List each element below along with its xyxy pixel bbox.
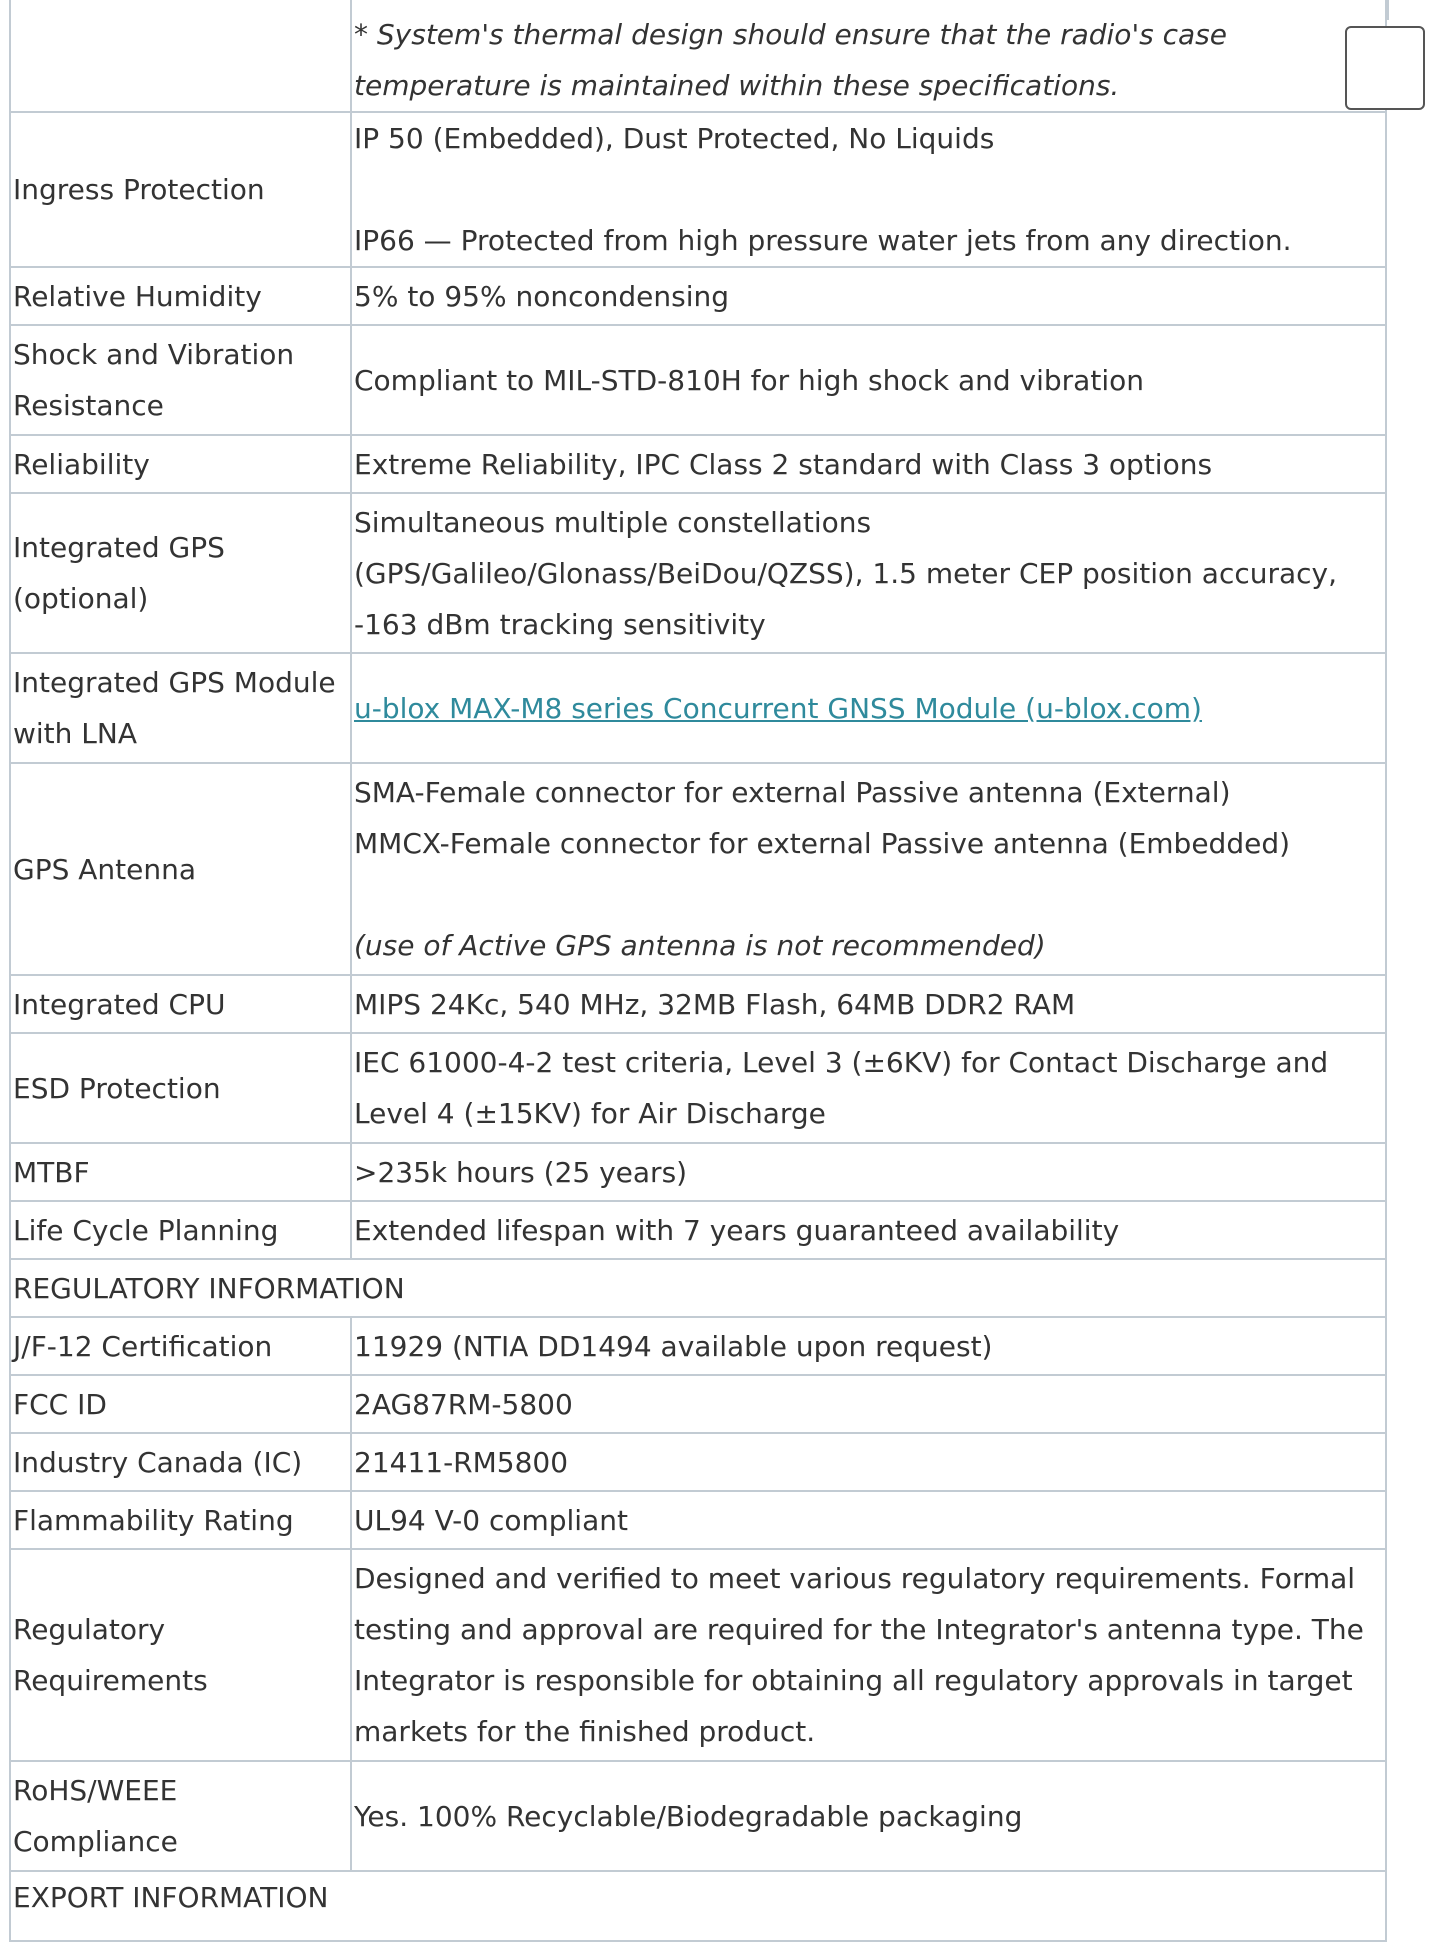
fcc-label: FCC ID — [10, 1375, 351, 1433]
flammability-label: Flammability Rating — [10, 1491, 351, 1549]
cpu-value: MIPS 24Kc, 540 MHz, 32MB Flash, 64MB DDR2 RAM — [351, 975, 1386, 1033]
lifecycle-value: Extended lifespan with 7 years guaranteed availability — [351, 1201, 1386, 1259]
thermal-note-cell — [351, 0, 1386, 112]
rohs-value: Yes. 100% Recyclable/Biodegradable packaging — [351, 1761, 1386, 1871]
humidity-label: Relative Humidity — [10, 267, 351, 325]
table-row — [10, 653, 1386, 763]
table-row — [10, 1201, 1386, 1259]
jf12-value: 11929 (NTIA DD1494 available upon request) — [351, 1317, 1386, 1375]
table-row — [10, 0, 1386, 112]
mtbf-label: MTBF — [10, 1143, 351, 1201]
regulatory-section-header: REGULATORY INFORMATION — [10, 1259, 1386, 1317]
ingress-value-line: IP66 — Protected from high pressure water jets from any direction. — [354, 224, 1292, 257]
cpu-label: Integrated CPU — [10, 975, 351, 1033]
table-row — [10, 975, 1386, 1033]
table-row — [10, 112, 1386, 267]
regulatory-requirements-value: Designed and verified to meet various regulatory requirements. Formal testing and approval are required for the Integrator's antenna type. The Integrator is responsible for obtaining all regulatory approvals in target markets for the finished product. — [351, 1549, 1386, 1761]
gps-antenna-line: MMCX-Female connector for external Passive antenna (Embedded) — [354, 827, 1291, 860]
gps-antenna-value — [351, 763, 1386, 975]
humidity-value: 5% to 95% noncondensing — [351, 267, 1386, 325]
ic-label: Industry Canada (IC) — [10, 1433, 351, 1491]
table-row — [10, 1871, 1386, 1941]
lifecycle-label: Life Cycle Planning — [10, 1201, 351, 1259]
ublox-module-link[interactable]: u-blox MAX-M8 series Concurrent GNSS Module (u-blox.com) — [354, 691, 1202, 725]
table-row — [10, 325, 1386, 435]
gps-label: Integrated GPS (optional) — [10, 493, 351, 653]
ic-value: 21411-RM5800 — [351, 1433, 1386, 1491]
thermal-note-line: temperature is maintained within these specifications. — [354, 69, 1120, 102]
table-row — [10, 1433, 1386, 1491]
ingress-value-line: IP 50 (Embedded), Dust Protected, No Liquids — [354, 122, 995, 155]
table-row — [10, 1491, 1386, 1549]
reliability-value: Extreme Reliability, IPC Class 2 standard with Class 3 options — [351, 435, 1386, 493]
gps-module-value — [351, 653, 1386, 763]
table-row — [10, 1143, 1386, 1201]
spacer — [354, 869, 1385, 920]
flammability-value: UL94 V-0 compliant — [351, 1491, 1386, 1549]
table-row — [10, 1259, 1386, 1317]
table-border-rule — [1387, 0, 1389, 20]
esd-value: IEC 61000-4-2 test criteria, Level 3 (±6KV) for Contact Discharge and Level 4 (±15KV) for Air Discharge — [351, 1033, 1386, 1143]
table-row — [10, 435, 1386, 493]
ingress-label: Ingress Protection — [10, 112, 351, 267]
table-row — [10, 1549, 1386, 1761]
empty-label-cell — [10, 0, 351, 112]
gps-value: Simultaneous multiple constellations (GPS/Galileo/Glonass/BeiDou/QZSS), 1.5 meter CEP position accuracy, -163 dBm tracking sensitivity — [351, 493, 1386, 653]
table-row — [10, 1033, 1386, 1143]
jf12-label: J/F-12 Certification — [10, 1317, 351, 1375]
gps-antenna-line: SMA-Female connector for external Passive antenna (External) — [354, 776, 1231, 809]
specifications-table — [9, 0, 1387, 1942]
reliability-label: Reliability — [10, 435, 351, 493]
shock-label: Shock and Vibration Resistance — [10, 325, 351, 435]
fcc-value: 2AG87RM-5800 — [351, 1375, 1386, 1433]
table-row — [10, 1317, 1386, 1375]
rohs-label: RoHS/WEEE Compliance — [10, 1761, 351, 1871]
esd-label: ESD Protection — [10, 1033, 351, 1143]
table-row — [10, 267, 1386, 325]
gps-antenna-label: GPS Antenna — [10, 763, 351, 975]
export-section-header: EXPORT INFORMATION — [10, 1871, 1386, 1941]
floating-overlay-box[interactable] — [1345, 26, 1425, 110]
gps-antenna-note: (use of Active GPS antenna is not recommended) — [354, 929, 1046, 962]
ingress-value — [351, 112, 1386, 267]
table-row — [10, 493, 1386, 653]
regulatory-requirements-label: Regulatory Requirements — [10, 1549, 351, 1761]
gps-module-label: Integrated GPS Module with LNA — [10, 653, 351, 763]
mtbf-value: >235k hours (25 years) — [351, 1143, 1386, 1201]
spacer — [354, 164, 1385, 215]
table-row — [10, 1375, 1386, 1433]
thermal-note-line: * System's thermal design should ensure that the radio's case — [354, 18, 1227, 51]
shock-value: Compliant to MIL-STD-810H for high shock and vibration — [351, 325, 1386, 435]
table-row — [10, 1761, 1386, 1871]
table-row — [10, 763, 1386, 975]
